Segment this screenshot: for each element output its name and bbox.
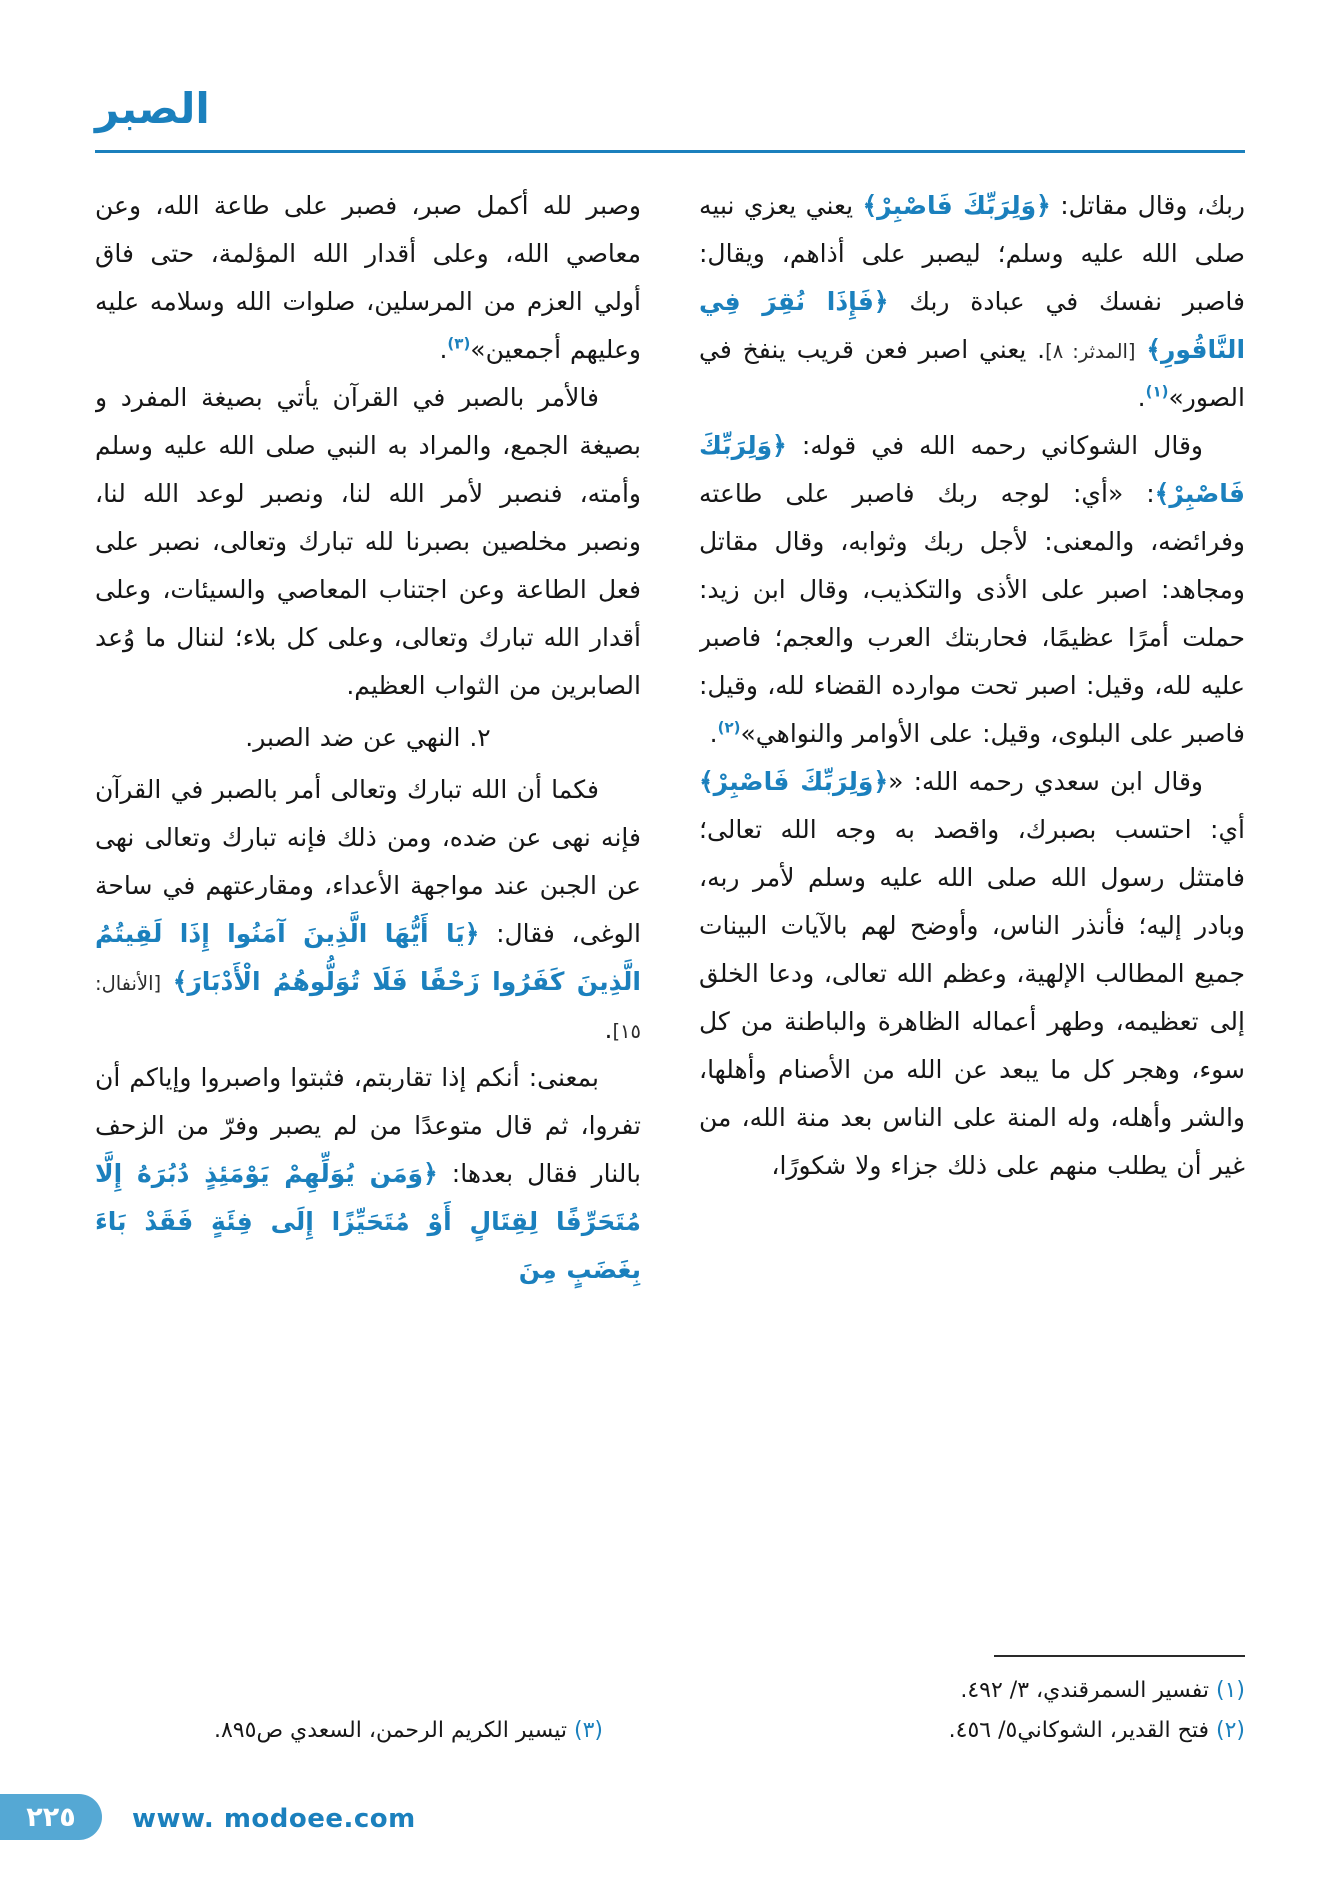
body-text: . يعني اصبر فعن قريب ينفخ في الصور»	[699, 335, 1245, 412]
paragraph	[95, 374, 641, 710]
body-text: بمعنى: أنكم إذا تقاربتم، فثبتوا واصبروا وإياكم أن تفروا، ثم قال متوعدًا من لم يصبر وفرّ من الزحف بالنار فقال بعدها:	[95, 1063, 641, 1188]
body-text: : «أي: لوجه ربك فاصبر على طاعته وفرائضه، والمعنى: لأجل ربك وثوابه، وقال مقاتل ومجاهد: اصبر على الأذى والتكذيب، وقال ابن زيد: حملت أمرًا عظيمًا، فحاربتك العرب والعجم؛ فاصبر عليه لله، وقيل: اصبر تحت موارده القضاء لله، وقيل: فاصبر على البلوى، وقيل: على الأوامر والنواهي»	[699, 479, 1245, 748]
column-left-paragraphs	[95, 182, 641, 1701]
column-right-paragraphs	[699, 182, 1245, 1645]
body-text: ربك، وقال مقاتل:	[1050, 191, 1245, 220]
body-text: .	[709, 719, 718, 748]
column-left-footnotes	[95, 1711, 641, 1752]
body-text	[1136, 335, 1147, 364]
footnote-separator	[994, 1655, 1245, 1657]
paragraph	[95, 1054, 641, 1294]
page-number-tab	[0, 1794, 102, 1840]
body-text: وصبر لله أكمل صبر، فصبر على طاعة الله، وعن معاصي الله، وعلى أقدار الله المؤلمة، حتى فاق أولي العزم من المرسلين، صلوات الله وسلامه عليه وعليهم أجمعين»	[95, 191, 641, 364]
paragraph	[699, 758, 1245, 1190]
column-left	[95, 182, 641, 1752]
footnote-text: فتح القدير، الشوكاني٥/ ٤٥٦.	[948, 1718, 1216, 1744]
body-text: وقال الشوكاني رحمه الله في قوله:	[786, 431, 1203, 460]
footnote-text: تيسير الكريم الرحمن، السعدي ص٨٩٥.	[213, 1718, 574, 1744]
footnote-number: (٣)	[573, 1718, 603, 1744]
body-text: فالأمر بالصبر في القرآن يأتي بصيغة المفرد و بصيغة الجمع، والمراد به النبي صلى الله عليه وسلم وأمته، فنصبر لأمر الله لنا، ونصبر لوعد الله لنا، ونصبر مخلصين بصبرنا لله تبارك وتعالى، نصبر على فعل الطاعة وعن اجتناب المعاصي والسيئات، وعلى أقدار الله تبارك وتعالى، وعلى كل بلاء؛ لننال ما وُعد الصابرين من الثواب العظيم.	[95, 383, 641, 700]
body-text: يعني يعزي نبيه صلى الله عليه وسلم؛ ليصبر على أذاهم، ويقال: فاصبر نفسك في عبادة ربك	[699, 191, 1245, 316]
text-columns	[95, 182, 1245, 1752]
quran-verse: ﴿يَا أَيُّهَا الَّذِينَ آمَنُوا إِذَا لَقِيتُمُ الَّذِينَ كَفَرُوا زَحْفًا فَلَا تُوَلُّوهُمُ الْأَدْبَارَ﴾	[95, 919, 641, 996]
section-heading	[95, 714, 641, 762]
body-text: .	[604, 1015, 613, 1044]
website-link[interactable]: www. modoee.com	[132, 1804, 416, 1834]
footnote	[699, 1711, 1245, 1752]
body-text: .	[439, 335, 448, 364]
footnote-number: (٢)	[1215, 1718, 1245, 1744]
paragraph	[95, 182, 641, 374]
quran-verse: ﴿وَمَن يُوَلِّهِمْ يَوْمَئِذٍ دُبُرَهُ إِلَّا مُتَحَرِّفًا لِقِتَالٍ أَوْ مُتَحَيِّزًا إِلَى فِئَةٍ فَقَدْ بَاءَ بِغَضَبٍ مِنَ	[95, 1159, 641, 1284]
footnote-marker: (٢)	[717, 718, 741, 737]
paragraph	[699, 422, 1245, 758]
footnote	[699, 1671, 1245, 1712]
paragraph	[95, 766, 641, 1054]
page-number: ٢٢٥	[26, 1801, 76, 1833]
body-text: وقال ابن سعدي رحمه الله: «	[888, 767, 1203, 796]
footnote-number: (١)	[1215, 1677, 1245, 1703]
body-text	[161, 967, 173, 996]
quran-verse: ﴿وَلِرَبِّكَ فَاصْبِرْ﴾	[699, 431, 1245, 508]
body-text: فكما أن الله تبارك وتعالى أمر بالصبر في القرآن فإنه نهى عن ضده، ومن ذلك فإنه تبارك وتعالى نهى عن الجبن عند مواجهة الأعداء، ومقارعتهم في ساحة الوغى، فقال:	[95, 775, 641, 948]
quran-verse: ﴿فَإِذَا نُقِرَ فِي النَّاقُورِ﴾	[699, 287, 1245, 364]
footnote	[95, 1711, 641, 1752]
column-right	[699, 182, 1245, 1752]
column-right-footnote-area	[699, 1645, 1245, 1752]
body-text: ٢. النهي عن ضد الصبر.	[245, 723, 491, 752]
paragraph	[699, 182, 1245, 422]
footnote-marker: (٣)	[447, 334, 471, 353]
quran-verse: ﴿وَلِرَبِّكَ فَاصْبِرْ﴾	[862, 191, 1051, 220]
body-text: .	[1137, 383, 1146, 412]
chapter-title: الصبر	[95, 84, 210, 133]
verse-reference: [الأنفال: ١٥]	[95, 972, 641, 1043]
column-left-footnote-area	[95, 1701, 641, 1752]
footnote-text: تفسير السمرقندي، ٣/ ٤٩٢.	[960, 1677, 1216, 1703]
quran-verse: ﴿وَلِرَبِّكَ فَاصْبِرْ﴾	[699, 767, 889, 796]
footnote-marker: (١)	[1145, 382, 1169, 401]
body-text: أي: احتسب بصبرك، واقصد به وجه الله تعالى؛ فامتثل رسول الله صلى الله عليه وسلم لأمر ربه، وبادر إليه؛ فأنذر الناس، وأوضح لهم بالآيات البينات جميع المطالب الإلهية، وعظم الله تعالى، ودعا الخلق إلى تعظيمه، وطهر أعماله الظاهرة والباطنة من كل سوء، وهجر كل ما يبعد عن الله من الأصنام وأهلها، والشر وأهله، وله المنة على الناس بعد منة الله، من غير أن يطلب منهم على ذلك جزاء ولا شكورًا،	[699, 815, 1245, 1180]
column-right-footnotes	[699, 1671, 1245, 1752]
header-divider	[95, 150, 1245, 153]
verse-reference: [المدثر: ٨]	[1045, 340, 1136, 363]
